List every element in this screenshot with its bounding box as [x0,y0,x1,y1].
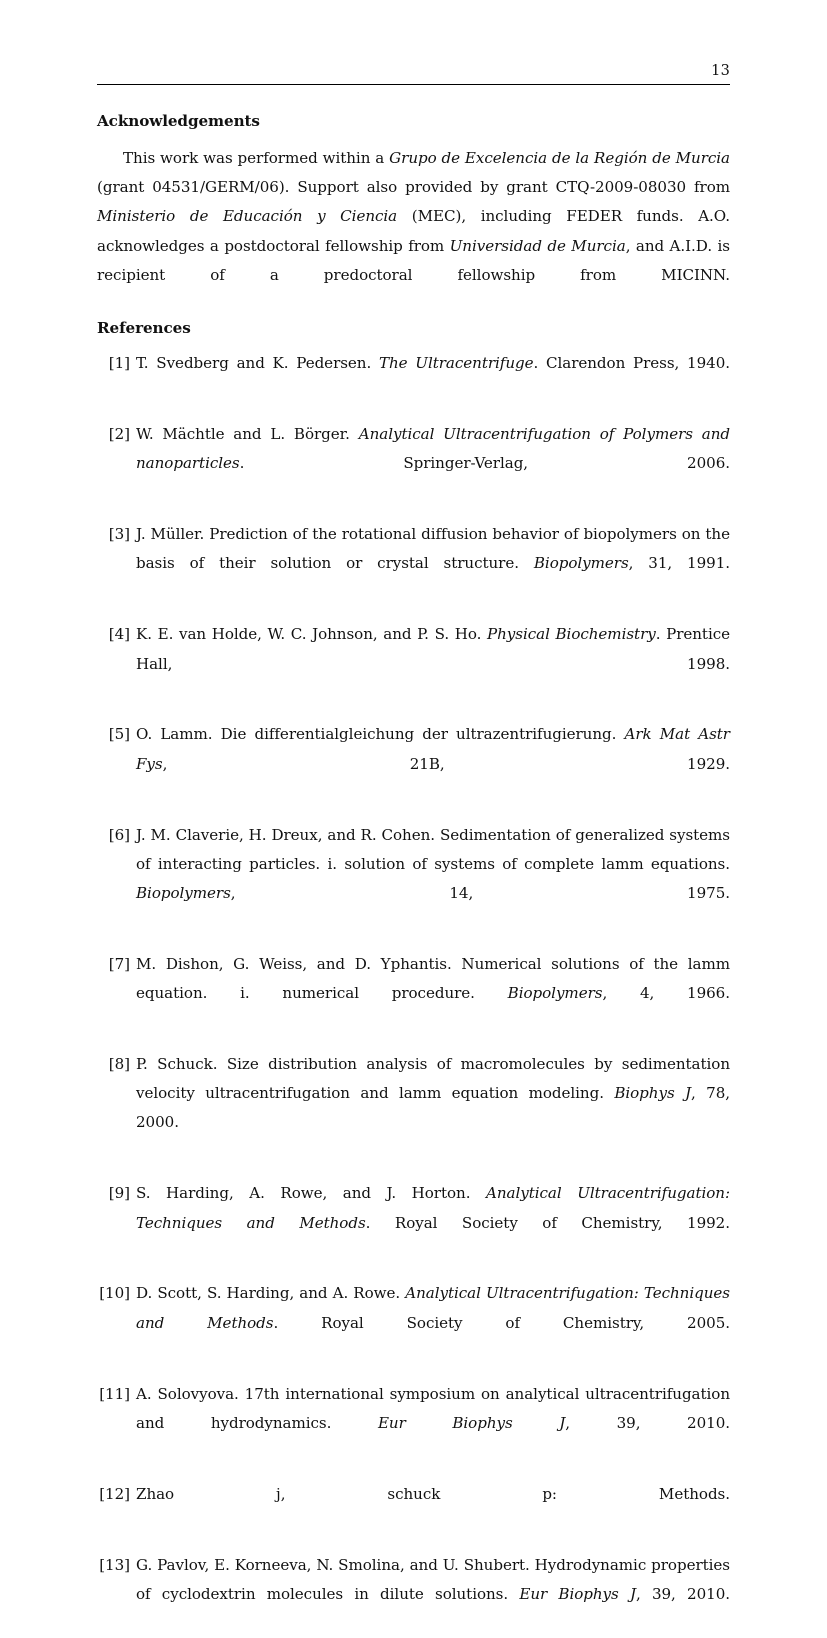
text-run: . Royal Society of Chemistry, 1992. [365,1213,730,1232]
text-run: Zhao j, schuck p: Methods. [136,1484,730,1503]
reference-item [97,1279,730,1367]
header-rule [97,84,730,85]
reference-text [136,420,730,508]
text-run: J. M. Claverie, H. Dreux, and R. Cohen. Sedimentation of generalized systems of interacting particles. i. solution of systems of complete lamm equations. [136,825,730,873]
reference-label: [2] [108,425,130,444]
page-number: 13 [711,63,730,79]
italic-run: Biophys J [614,1084,692,1103]
acknowledgements-paragraph [97,144,730,319]
text-run: , 39, 2010. [635,1584,730,1603]
page-header [97,64,730,85]
text-run: D. Scott, S. Harding, and A. Rowe. [136,1284,406,1303]
text-run: , 78, 2000. [136,1084,730,1132]
reference-item [97,1380,730,1468]
reference-item [97,1551,730,1638]
reference-label: [9] [108,1184,130,1203]
reference-item [97,420,730,508]
italic-run: Universidad de Murcia [449,236,626,255]
italic-run: Ark Mat Astr Fys [136,725,730,773]
text-run: , 31, 1991. [628,554,731,573]
italic-run: Analytical Ultracentrifugation: Techniques and Methods [136,1284,730,1332]
italic-run: The Ultracentrifuge [378,354,534,373]
reference-text [136,1380,730,1468]
page-content [97,112,730,1638]
reference-item [97,1179,730,1267]
text-run: W. Mächtle and L. Börger. [136,425,359,444]
acknowledgements-heading: Acknowledgements [97,112,260,130]
text-run: O. Lamm. Die differentialgleichung der ultrazentrifugierung. [136,725,625,744]
text-run: . Springer-Verlag, 2006. [239,454,730,473]
text-run: , 14, 1975. [230,883,730,902]
reference-item [97,950,730,1038]
reference-text [136,349,730,407]
reference-text [136,1279,730,1367]
text-run: . Clarendon Press, 1940. [533,354,730,373]
reference-text [136,1179,730,1267]
italic-run: Biopolymers [136,883,231,902]
italic-run: Biopolymers [533,554,629,573]
italic-run: Analytical Ultracentrifugation: Techniques and Methods [136,1184,730,1232]
reference-text [136,620,730,708]
text-run: This work was performed within a [123,149,390,167]
reference-text [136,720,730,808]
reference-item [97,520,730,608]
reference-item [97,620,730,708]
text-run: . Prentice Hall, 1998. [136,625,731,673]
reference-text [136,1480,730,1538]
italic-run: Eur Biophys J [519,1584,636,1603]
text-run: M. Dishon, G. Weiss, and D. Yphantis. Numerical solutions of the lamm equation. i. numerical procedure. [136,954,730,1003]
italic-run: Biopolymers [507,984,603,1003]
reference-label: [6] [108,825,130,844]
text-run: G. Pavlov, E. Korneeva, N. Smolina, and U. Shubert. Hydrodynamic properties of cyclodextrin molecules in dilute solutions. [136,1555,730,1603]
text-run: P. Schuck. Size distribution analysis of macromolecules by sedimentation velocity ultracentrifugation and lamm equation modeling. [136,1054,730,1103]
reference-label: [12] [99,1484,130,1503]
italic-run: Analytical Ultracentrifugation of Polymers and nanoparticles [136,425,730,473]
italic-run: Grupo de Excelencia de la Región de Murcia [389,149,730,167]
text-run: (MEC), including FEDER funds. A.O. acknowledges a postdoctoral fellowship from [97,207,730,255]
reference-text [136,821,730,938]
italic-run: Physical Biochemistry [487,625,656,644]
reference-text [136,950,730,1038]
references-heading: References [97,319,191,338]
reference-item [97,349,730,407]
reference-list [97,349,730,1638]
text-run: T. Svedberg and K. Pedersen. [136,354,379,373]
reference-label: [4] [108,625,130,644]
reference-text [136,1050,730,1167]
reference-label: [3] [108,525,130,544]
reference-text [136,1551,730,1638]
text-run: . Royal Society of Chemistry, 2005. [273,1313,730,1332]
reference-item [97,720,730,808]
reference-item [97,821,730,938]
italic-run: Ministerio de Educación y Ciencia [97,207,398,226]
text-run: A. Solovyova. 17th international symposium on analytical ultracentrifugation and hydrodynamics. [136,1384,730,1432]
reference-label: [1] [108,354,130,373]
text-run: (grant 04531/GERM/06). Support also provided by grant CTQ-2009-08030 from [97,178,730,197]
text-run: S. Harding, A. Rowe, and J. Horton. [136,1184,486,1203]
reference-label: [8] [108,1054,130,1073]
text-run: , and A.I.D. is recipient of a predoctoral fellowship from MICINN. [97,236,730,284]
text-run: , 4, 1966. [602,984,730,1003]
reference-item [97,1480,730,1538]
reference-label: [10] [99,1284,130,1303]
reference-label: [7] [108,954,130,973]
reference-label: [5] [108,725,130,744]
reference-label: [13] [99,1555,130,1574]
text-run: K. E. van Holde, W. C. Johnson, and P. S. Ho. [136,625,487,644]
reference-item [97,1050,730,1167]
italic-run: Eur Biophys J [377,1413,566,1432]
reference-text [136,520,730,608]
text-run: J. Müller. Prediction of the rotational diffusion behavior of biopolymers on the basis of their solution or crystal structure. [136,525,730,573]
text-run: , 39, 2010. [565,1413,730,1432]
reference-label: [11] [99,1384,130,1403]
text-run: , 21B, 1929. [162,754,730,773]
